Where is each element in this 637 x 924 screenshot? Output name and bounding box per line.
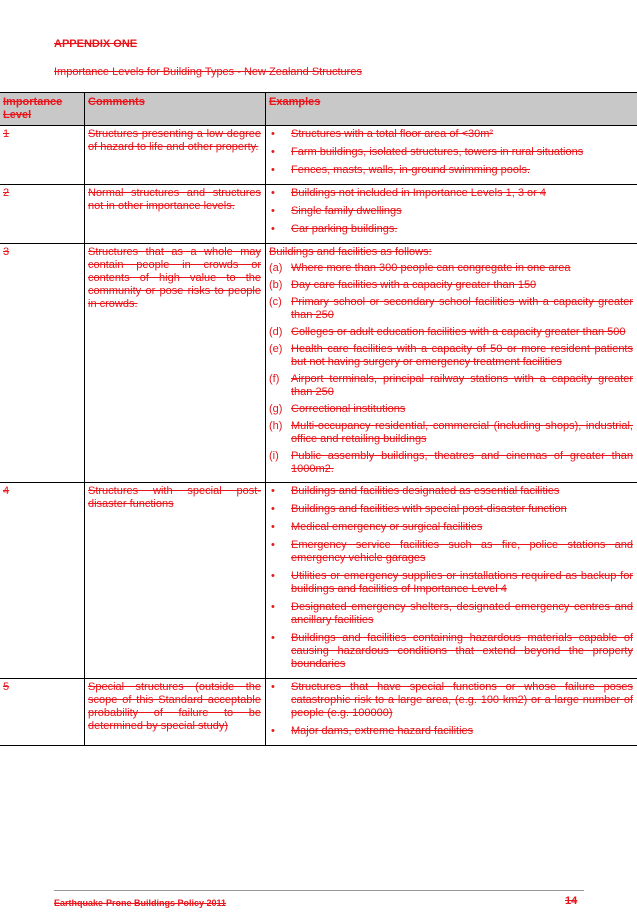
- examples-cell: [266, 679, 637, 746]
- examples-intro: Buildings and facilities as follows:: [269, 246, 432, 258]
- list-item: • Buildings and facilities with special post-disaster function: [269, 503, 633, 516]
- header-comments: Comments: [85, 93, 266, 126]
- list-item-text: Day care facilities with a capacity greater than 150: [291, 279, 537, 291]
- list-item: [269, 403, 633, 416]
- table-row: [0, 483, 637, 679]
- footer-document-title: Earthquake-Prone Buildings Policy 2011: [54, 898, 227, 908]
- list-item: • Major dams, extreme hazard facilities: [269, 725, 633, 738]
- level-cell: 2: [0, 185, 85, 244]
- level-cell: 5: [0, 679, 85, 746]
- list-item: • Medical emergency or surgical facilities: [269, 521, 633, 534]
- table-row: [0, 244, 637, 483]
- list-item-text: Multi-occupancy residential, commercial (including shops), industrial, office and retailing buildings: [291, 420, 633, 445]
- examples-cell: [266, 126, 637, 185]
- list-item: [269, 279, 633, 292]
- level-cell: 4: [0, 483, 85, 679]
- comment-cell: Structures that as a whole may contain people in crowds or contents of high value to the community or pose risks to people in crowds.: [85, 244, 266, 483]
- footer-divider: [54, 890, 584, 891]
- table-row: [0, 679, 637, 746]
- list-marker: (f): [269, 373, 280, 385]
- list-item: [269, 262, 633, 275]
- list-item: • Structures with a total floor area of <30m²: [269, 128, 633, 141]
- list-item: • Farm buildings, isolated structures, towers in rural situations: [269, 146, 633, 159]
- comment-cell: Structures presenting a low degree of hazard to life and other property.: [85, 126, 266, 185]
- comment-cell: Structures with special post-disaster functions: [85, 483, 266, 679]
- list-marker: (d): [269, 326, 283, 338]
- list-item: [269, 326, 633, 339]
- list-item: [269, 343, 633, 369]
- examples-list: [269, 681, 633, 738]
- list-item: • Buildings and facilities containing hazardous materials capable of causing hazardous conditions that extend beyond the property boundaries: [269, 632, 633, 671]
- list-item: • Single family dwellings: [269, 205, 633, 218]
- list-item-text: Primary school or secondary school facilities with a capacity greater than 250: [291, 296, 633, 321]
- list-item: • Designated emergency shelters, designated emergency centres and ancillary facilities: [269, 601, 633, 627]
- list-item: • Buildings not included in Importance Levels 1, 3 or 4: [269, 187, 633, 200]
- examples-list: [269, 187, 633, 236]
- list-item-text: Colleges or adult education facilities with a capacity greater than 500: [291, 326, 626, 338]
- list-marker: (c): [269, 296, 282, 308]
- page-number: 14: [565, 895, 578, 907]
- examples-cell: [266, 244, 637, 483]
- list-marker: (b): [269, 279, 283, 291]
- examples-list: [269, 262, 633, 476]
- header-examples: Examples: [266, 93, 637, 126]
- list-item-text: Health care facilities with a capacity of 50 or more resident patients but not having surgery or emergency treatment facilities: [291, 343, 633, 368]
- list-item-text: Public assembly buildings, theatres and cinemas of greater than 1000m2.: [291, 450, 633, 475]
- level-cell: 3: [0, 244, 85, 483]
- table-row: [0, 185, 637, 244]
- examples-cell: [266, 483, 637, 679]
- list-item: [269, 296, 633, 322]
- list-item: • Car parking buildings.: [269, 223, 633, 236]
- table-header-row: [0, 93, 637, 126]
- list-item: • Emergency service facilities such as fire, police stations and emergency vehicle garages: [269, 539, 633, 565]
- list-item: [269, 373, 633, 399]
- table-caption: Importance Levels for Building Types - New Zealand Structures: [54, 66, 362, 78]
- examples-list: [269, 128, 633, 177]
- list-item: [269, 420, 633, 446]
- level-cell: 1: [0, 126, 85, 185]
- list-item: • Utilities or emergency supplies or installations required as backup for buildings and facilities of Importance Level 4: [269, 570, 633, 596]
- list-item: • Structures that have special functions or whose failure poses catastrophic risk to a large area, (e.g. 100 km2) or a large number of people (e.g. 100000): [269, 681, 633, 720]
- list-item-text: Where more than 300 people can congregate in one area: [291, 262, 571, 274]
- table-row: [0, 126, 637, 185]
- list-item: • Fences, masts, walls, in-ground swimming pools.: [269, 164, 633, 177]
- list-marker: (i): [269, 450, 279, 462]
- examples-list: [269, 485, 633, 671]
- importance-levels-table: [0, 92, 637, 746]
- comment-cell: Special structures (outside the scope of this Standard acceptable probability of failure to be determined by special study): [85, 679, 266, 746]
- list-item-text: Airport terminals, principal railway stations with a capacity greater than 250: [291, 373, 633, 398]
- list-item-text: Correctional institutions: [291, 403, 406, 415]
- examples-cell: [266, 185, 637, 244]
- list-marker: (a): [269, 262, 283, 274]
- list-item: [269, 450, 633, 476]
- comment-cell: Normal structures and structures not in other importance levels.: [85, 185, 266, 244]
- list-item: • Buildings and facilities designated as essential facilities: [269, 485, 633, 498]
- list-marker: (e): [269, 343, 283, 355]
- appendix-heading: APPENDIX ONE: [54, 38, 138, 50]
- list-marker: (h): [269, 420, 283, 432]
- list-marker: (g): [269, 403, 283, 415]
- header-importance-level: Importance Level: [0, 93, 85, 126]
